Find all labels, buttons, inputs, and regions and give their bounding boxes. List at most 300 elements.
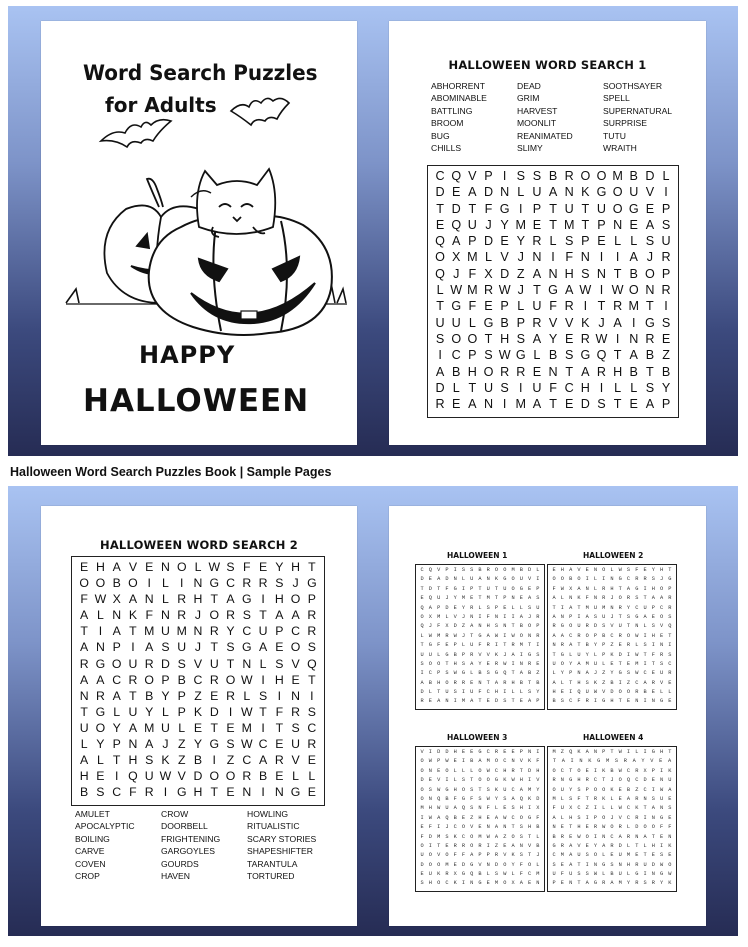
grid-letter: O — [437, 861, 441, 868]
grid-letter: O — [483, 364, 494, 379]
grid-letter: N — [532, 250, 542, 265]
word-list-item: COVEN — [75, 858, 106, 869]
grid-letter: S — [577, 814, 581, 821]
grid-letter: A — [629, 348, 638, 363]
grid-letter: N — [144, 592, 154, 607]
grid-letter: L — [560, 595, 564, 602]
grid-letter: O — [470, 842, 474, 849]
grid-letter: P — [468, 234, 477, 249]
grid-letter: T — [226, 656, 235, 671]
grid-letter: B — [552, 698, 556, 705]
grid-letter: A — [437, 698, 441, 705]
grid-letter: G — [461, 795, 466, 802]
grid-letter: E — [585, 824, 589, 831]
grid-letter: F — [478, 689, 482, 696]
grid-letter: G — [569, 777, 573, 784]
grid-letter: O — [602, 567, 606, 573]
grid-letter: F — [478, 642, 482, 649]
grid-letter: E — [445, 842, 449, 849]
grid-letter: O — [626, 689, 631, 696]
grid-letter: K — [577, 749, 581, 755]
grid-row — [418, 823, 542, 832]
grid-letter: A — [428, 604, 432, 611]
grid-letter: E — [435, 217, 445, 232]
grid-letter: W — [659, 861, 664, 868]
grid-letter: J — [598, 315, 605, 330]
grid-letter: I — [599, 283, 604, 298]
grid-row — [432, 347, 674, 363]
grid-letter: E — [645, 201, 655, 216]
grid-letter: C — [451, 348, 461, 363]
grid-letter: E — [500, 234, 509, 249]
grid-letter: F — [536, 814, 540, 821]
grid-letter: W — [240, 672, 253, 687]
grid-letter: T — [445, 660, 449, 667]
grid-letter: Z — [494, 842, 499, 849]
grid-row — [432, 184, 674, 200]
grid-letter: F — [453, 852, 457, 859]
grid-row — [418, 748, 542, 757]
grid-letter: R — [635, 814, 639, 821]
grid-letter: W — [577, 833, 581, 840]
grid-row — [432, 331, 674, 347]
grid-letter: R — [226, 688, 235, 703]
grid-letter: A — [494, 814, 499, 821]
grid-letter: G — [602, 698, 606, 705]
grid-letter: W — [618, 749, 622, 755]
grid-letter: O — [461, 824, 466, 831]
grid-letter: L — [536, 567, 540, 573]
grid-letter: H — [193, 785, 203, 800]
grid-letter: M — [536, 871, 540, 878]
grid-letter: H — [274, 592, 284, 607]
answer-title-1: HALLOWEEN 1 — [447, 551, 508, 560]
grid-letter: P — [516, 315, 525, 330]
grid-letter: N — [494, 613, 499, 620]
grid-letter: H — [128, 753, 138, 768]
grid-letter: W — [659, 786, 664, 793]
grid-letter: E — [258, 560, 268, 574]
grid-letter: S — [177, 656, 186, 671]
grid-letter: P — [593, 814, 598, 821]
grid-letter: V — [177, 769, 186, 784]
grid-letter: P — [437, 670, 441, 677]
grid-letter: N — [503, 623, 507, 630]
grid-letter: B — [478, 567, 482, 573]
grid-letter: S — [275, 576, 284, 591]
grid-letter: E — [527, 585, 532, 592]
grid-letter: A — [569, 842, 573, 849]
grid-letter: Y — [96, 737, 105, 752]
grid-letter: L — [659, 689, 664, 696]
grid-letter: E — [291, 672, 300, 687]
grid-row — [550, 697, 674, 706]
grid-letter: Q — [445, 814, 449, 821]
grid-letter: U — [503, 585, 507, 592]
cover-page — [41, 21, 357, 445]
grid-letter: S — [453, 689, 457, 696]
grid-letter: T — [494, 595, 499, 602]
grid-letter: D — [483, 185, 494, 200]
grid-letter: L — [536, 833, 540, 840]
grid-letter: N — [602, 833, 606, 840]
grid-letter: N — [478, 679, 482, 686]
grid-letter: P — [500, 299, 509, 314]
grid-letter: U — [643, 861, 647, 868]
grid-row — [550, 748, 674, 757]
grid-letter: A — [643, 613, 647, 620]
grid-letter: O — [645, 266, 655, 281]
grid-letter: C — [242, 753, 252, 768]
grid-letter: G — [478, 749, 482, 755]
grid-letter: M — [445, 861, 449, 868]
grid-letter: V — [437, 567, 441, 573]
grid-letter: N — [651, 814, 655, 821]
grid-letter: E — [668, 814, 672, 821]
grid-letter: T — [602, 777, 606, 784]
grid-letter: S — [527, 689, 532, 696]
grid-letter: T — [597, 299, 606, 314]
grid-letter: U — [618, 623, 622, 630]
grid-letter: A — [80, 672, 89, 687]
puzzle1-grid — [427, 165, 679, 418]
grid-letter: A — [532, 331, 542, 346]
grid-letter: G — [494, 670, 499, 677]
grid-letter: A — [291, 608, 300, 623]
grid-letter: N — [643, 795, 647, 802]
grid-letter: E — [564, 331, 574, 346]
grid-letter: Y — [536, 786, 540, 793]
grid-letter: F — [560, 871, 564, 878]
word-list-item: DOORBELL — [161, 821, 208, 832]
grid-letter: M — [437, 833, 441, 840]
grid-letter: E — [532, 364, 542, 379]
grid-row — [76, 720, 320, 736]
grid-letter: A — [569, 861, 573, 868]
grid-letter: S — [291, 720, 300, 735]
grid-letter: H — [651, 842, 655, 849]
grid-letter: L — [453, 777, 457, 784]
grid-letter: O — [519, 632, 523, 639]
grid-row — [418, 679, 542, 688]
grid-letter: A — [478, 758, 482, 765]
grid-letter: S — [486, 670, 490, 677]
grid-row — [432, 249, 674, 265]
grid-letter: C — [226, 576, 235, 591]
grid-letter: O — [420, 758, 424, 765]
grid-letter: P — [661, 266, 671, 281]
grid-letter: N — [593, 595, 598, 602]
grid-letter: I — [626, 651, 631, 658]
grid-letter: E — [668, 795, 672, 802]
grid-letter: T — [210, 785, 219, 800]
grid-letter: A — [569, 567, 573, 573]
grid-letter: R — [593, 795, 598, 802]
grid-letter: D — [494, 698, 499, 705]
grid-letter: R — [242, 769, 252, 784]
grid-letter: U — [532, 380, 542, 395]
grid-letter: I — [461, 880, 466, 887]
grid-letter: S — [527, 604, 532, 611]
grid-letter: I — [583, 299, 588, 314]
grid-letter: I — [626, 749, 631, 755]
grid-letter: E — [461, 749, 466, 755]
grid-letter: V — [577, 842, 581, 849]
grid-letter: E — [527, 880, 532, 887]
grid-letter: S — [484, 348, 493, 363]
grid-letter: E — [618, 786, 622, 793]
grid-letter: N — [193, 576, 203, 591]
grid-row — [550, 594, 674, 603]
grid-letter: E — [428, 698, 432, 705]
grid-letter: T — [484, 331, 493, 346]
grid-row — [76, 639, 320, 655]
word-list-item: CHILLS — [431, 142, 462, 153]
grid-letter: S — [226, 560, 235, 574]
grid-letter: M — [467, 283, 478, 298]
grid-letter: F — [486, 613, 490, 620]
grid-letter: G — [461, 871, 466, 878]
grid-letter: E — [659, 833, 664, 840]
grid-letter: E — [629, 397, 638, 412]
grid-letter: B — [112, 576, 121, 591]
grid-letter: Z — [585, 805, 589, 812]
grid-letter: T — [486, 679, 490, 686]
grid-letter: N — [519, 660, 523, 667]
grid-letter: V — [193, 656, 203, 671]
grid-letter: D — [445, 749, 449, 755]
grid-letter: E — [585, 767, 589, 774]
puzzle1-page — [389, 21, 706, 445]
grid-letter: J — [536, 852, 540, 859]
grid-letter: S — [659, 852, 664, 859]
grid-letter: E — [437, 767, 441, 774]
grid-letter: G — [461, 670, 466, 677]
grid-letter: T — [585, 795, 589, 802]
grid-letter: L — [610, 795, 614, 802]
grid-letter: D — [527, 767, 532, 774]
grid-letter: O — [527, 623, 532, 630]
grid-letter: L — [478, 604, 482, 611]
grid-letter: J — [194, 608, 202, 623]
grid-letter: S — [668, 805, 672, 812]
grid-letter: S — [577, 871, 581, 878]
grid-letter: K — [527, 758, 532, 765]
word-list-item: TORTURED — [247, 870, 295, 881]
grid-letter: E — [668, 679, 672, 686]
grid-letter: Y — [626, 880, 631, 887]
grid-letter: F — [519, 861, 523, 868]
grid-letter: E — [560, 689, 564, 696]
grid-row — [432, 201, 674, 217]
grid-letter: N — [579, 758, 583, 765]
grid-letter: M — [486, 595, 490, 602]
grid-letter: G — [470, 861, 474, 868]
puzzle1-word-list — [431, 80, 693, 154]
grid-letter: A — [668, 786, 672, 793]
grid-letter: R — [95, 688, 105, 703]
grid-letter: U — [128, 704, 138, 719]
grid-letter: C — [560, 767, 564, 774]
grid-letter: T — [436, 299, 444, 314]
grid-letter: C — [420, 567, 424, 573]
grid-letter: J — [527, 613, 532, 620]
grid-letter: A — [548, 185, 558, 200]
grid-letter: B — [645, 348, 655, 363]
grid-letter: A — [618, 833, 622, 840]
grid-row — [550, 842, 674, 851]
grid-letter: W — [240, 704, 253, 719]
grid-letter: L — [486, 871, 490, 878]
grid-letter: L — [610, 567, 614, 573]
grid-letter: N — [552, 824, 556, 831]
grid-letter: R — [177, 608, 187, 623]
grid-letter: Y — [593, 842, 598, 849]
grid-letter: T — [643, 651, 647, 658]
grid-letter: L — [437, 651, 441, 658]
grid-letter: T — [643, 595, 647, 602]
grid-letter: C — [428, 670, 432, 677]
grid-letter: S — [516, 169, 525, 183]
grid-letter: H — [536, 767, 540, 774]
grid-letter: V — [650, 758, 654, 765]
grid-letter: A — [494, 833, 499, 840]
grid-letter: B — [500, 315, 509, 330]
grid-letter: N — [635, 623, 639, 630]
grid-letter: D — [494, 861, 499, 868]
grid-letter: E — [560, 861, 564, 868]
grid-letter: O — [420, 613, 424, 620]
grid-letter: A — [626, 585, 631, 592]
grid-letter: W — [503, 814, 507, 821]
grid-letter: E — [651, 613, 655, 620]
grid-letter: N — [193, 624, 203, 639]
word-list-item: RITUALISTIC — [247, 821, 300, 832]
grid-letter: A — [569, 852, 573, 859]
grid-letter: T — [613, 348, 622, 363]
grid-letter: A — [552, 814, 556, 821]
grid-row — [432, 217, 674, 233]
grid-letter: L — [517, 185, 525, 200]
grid-letter: E — [519, 698, 523, 705]
grid-letter: E — [478, 824, 482, 831]
grid-letter: L — [519, 604, 523, 611]
grid-letter: E — [659, 632, 664, 639]
grid-letter: I — [593, 805, 598, 812]
grid-letter: B — [629, 364, 638, 379]
grid-letter: W — [428, 814, 432, 821]
grid-letter: G — [515, 348, 526, 363]
grid-letter: Q — [451, 217, 462, 232]
grid-letter: B — [478, 670, 482, 677]
grid-letter: W — [611, 283, 624, 298]
grid-row — [432, 266, 674, 282]
grid-letter: S — [577, 786, 581, 793]
grid-letter: A — [643, 679, 647, 686]
grid-letter: X — [452, 250, 461, 265]
grid-letter: T — [470, 777, 474, 784]
grid-letter: A — [494, 824, 499, 831]
grid-letter: A — [453, 805, 457, 812]
grid-letter: A — [602, 842, 606, 849]
grid-row — [550, 879, 674, 888]
grid-letter: C — [193, 672, 203, 687]
grid-letter: I — [664, 299, 668, 314]
grid-letter: G — [552, 842, 556, 849]
grid-letter: K — [193, 704, 203, 719]
grid-letter: O — [659, 585, 664, 592]
grid-letter: D — [161, 656, 170, 671]
grid-letter: E — [226, 785, 235, 800]
grid-letter: E — [452, 185, 461, 200]
grid-letter: Z — [177, 737, 186, 752]
grid-row — [76, 752, 320, 768]
grid-letter: X — [511, 880, 515, 887]
grid-letter: I — [519, 201, 523, 216]
grid-letter: F — [437, 623, 441, 630]
grid-letter: T — [527, 679, 532, 686]
grid-letter: I — [651, 642, 655, 649]
grid-letter: N — [651, 871, 655, 878]
grid-row — [418, 688, 542, 697]
grid-letter: L — [593, 576, 598, 583]
grid-letter: E — [428, 777, 432, 784]
grid-letter: C — [112, 785, 122, 800]
grid-letter: N — [79, 688, 89, 703]
grid-letter: J — [659, 576, 664, 583]
grid-letter: L — [560, 814, 564, 821]
grid-letter: S — [461, 660, 466, 667]
grid-letter: V — [468, 169, 477, 183]
grid-letter: Z — [503, 833, 507, 840]
grid-letter: U — [629, 185, 639, 200]
grid-letter: N — [659, 642, 664, 649]
grid-letter: I — [570, 758, 574, 765]
grid-letter: O — [445, 767, 449, 774]
grid-letter: E — [610, 660, 614, 667]
word-list-item: HOWLING — [247, 809, 289, 819]
grid-letter: B — [610, 767, 614, 774]
grid-letter: Q — [668, 623, 672, 630]
grid-letter: M — [437, 613, 441, 620]
grid-letter: C — [486, 689, 490, 696]
grid-letter: U — [536, 604, 540, 611]
grid-letter: A — [585, 880, 589, 887]
grid-letter: N — [500, 185, 510, 200]
grid-letter: T — [210, 640, 219, 655]
grid-letter: H — [437, 679, 441, 686]
grid-letter: T — [478, 595, 482, 602]
grid-letter: L — [552, 670, 556, 677]
grid-letter: P — [651, 604, 655, 611]
grid-letter: M — [494, 880, 499, 887]
grid-letter: O — [668, 861, 672, 868]
grid-letter: E — [643, 567, 647, 573]
grid-letter: O — [290, 640, 301, 655]
grid-letter: M — [519, 642, 523, 649]
grid-letter: W — [494, 632, 499, 639]
grid-letter: N — [519, 842, 523, 849]
grid-letter: S — [307, 640, 316, 655]
grid-letter: S — [500, 380, 509, 395]
grid-letter: F — [651, 651, 655, 658]
grid-letter: H — [95, 560, 105, 574]
grid-letter: F — [445, 585, 449, 592]
grid-letter: D — [645, 169, 655, 183]
grid-letter: I — [643, 814, 647, 821]
grid-letter: P — [602, 749, 606, 755]
grid-letter: U — [596, 201, 607, 216]
